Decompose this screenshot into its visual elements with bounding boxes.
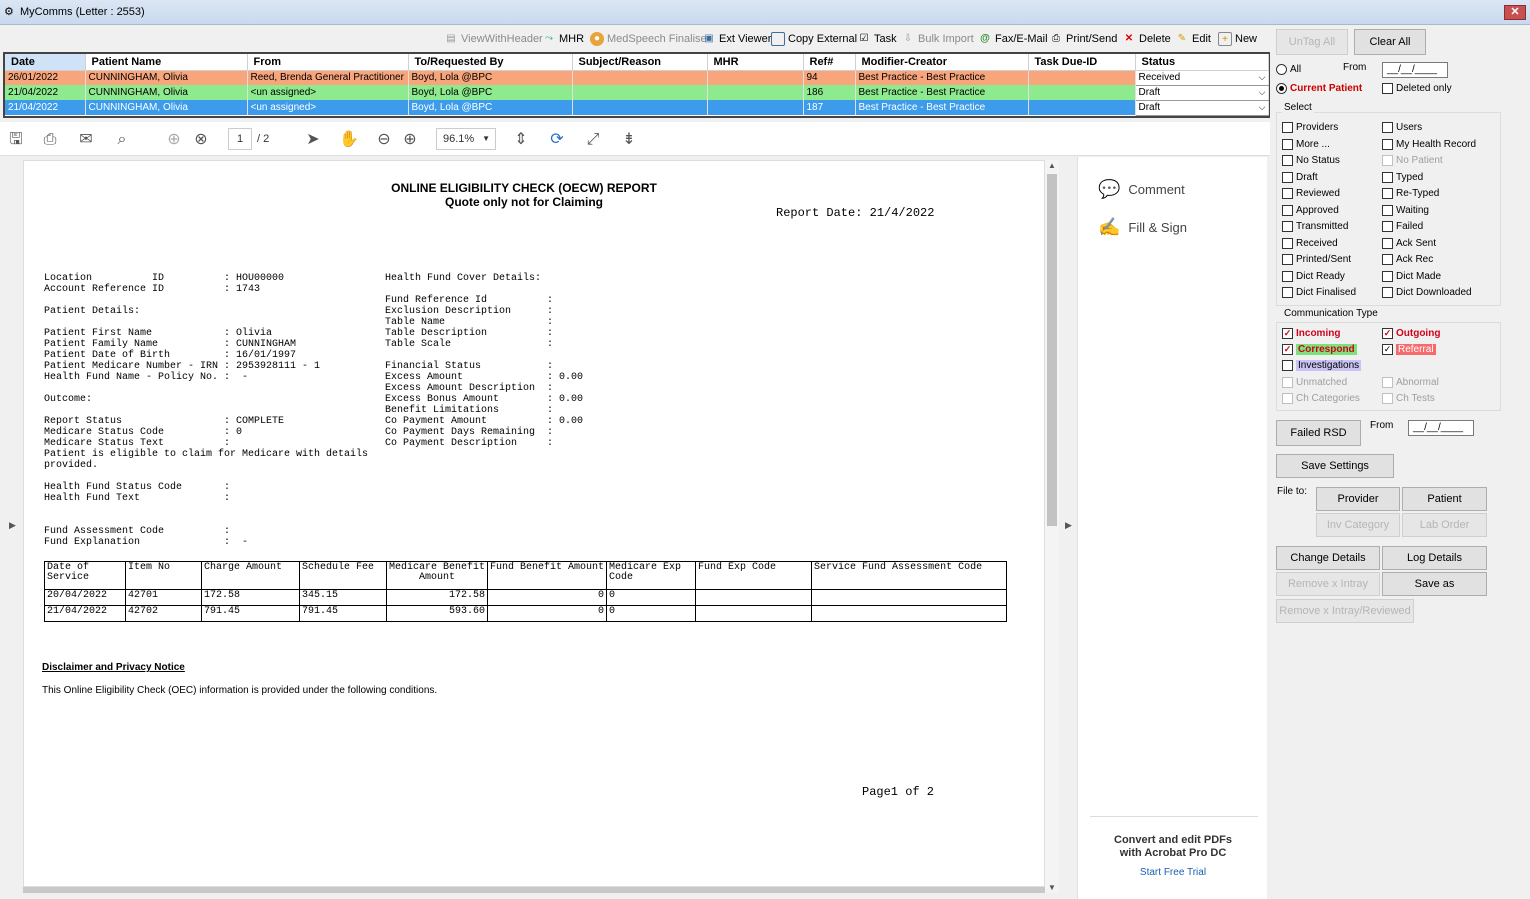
close-button[interactable]: ✕ <box>1504 5 1526 20</box>
cell: 172.58 <box>202 590 300 606</box>
cell-task <box>1028 70 1135 85</box>
checkbox-box <box>1282 139 1293 150</box>
checkbox-label: No Status <box>1296 155 1340 166</box>
cell-modifier: Best Practice - Best Practice <box>855 100 1028 115</box>
ch-categories-checkbox[interactable]: Ch Categories <box>1282 393 1360 404</box>
col-task-due-id[interactable]: Task Due-ID <box>1028 54 1135 70</box>
checkbox-label: Dict Made <box>1396 270 1442 282</box>
select-left-checkbox[interactable] <box>1282 221 1348 232</box>
report-title-line1: ONLINE ELIGIBILITY CHECK (OECW) REPORT <box>391 181 657 195</box>
checkbox-box <box>1382 122 1393 133</box>
select-left-checkbox[interactable] <box>1282 287 1356 298</box>
select-right-checkbox[interactable] <box>1382 238 1436 249</box>
checkbox-box <box>1382 271 1393 282</box>
select-left-checkbox[interactable] <box>1282 188 1340 199</box>
checkbox-label: Providers <box>1296 122 1339 133</box>
status-dropdown[interactable] <box>1135 100 1268 115</box>
checkbox-box <box>1382 221 1393 232</box>
cell-patient: CUNNINGHAM, Olivia <box>85 100 247 115</box>
status-dropdown[interactable] <box>1135 70 1268 85</box>
save-settings-button[interactable]: Save Settings <box>1276 454 1394 478</box>
checkbox-box <box>1382 205 1393 216</box>
bulk-import-button[interactable]: ⇩ Bulk Import <box>901 30 974 48</box>
incoming-checkbox[interactable]: ✓ Incoming <box>1283 328 1341 339</box>
abnormal-checkbox[interactable]: Abnormal <box>1382 377 1439 388</box>
investigations-checkbox[interactable]: Investigations <box>1282 360 1361 371</box>
pdf-toolbar <box>0 122 1270 156</box>
grid-header-row <box>5 54 1268 70</box>
title-bar <box>0 0 1530 25</box>
select-right-checkbox[interactable] <box>1382 271 1441 282</box>
cell-patient: CUNNINGHAM, Olivia <box>85 70 247 85</box>
select-right-checkbox[interactable] <box>1382 254 1433 265</box>
page-footer: Page1 of 2 <box>862 785 935 799</box>
select-left-checkbox[interactable] <box>1282 139 1330 150</box>
ch-tests-checkbox[interactable]: Ch Tests <box>1382 393 1435 404</box>
checkbox-label: Ack Rec <box>1396 254 1434 265</box>
cell <box>812 590 1007 606</box>
select-left-checkbox[interactable] <box>1282 238 1338 249</box>
select-right-checkbox[interactable] <box>1382 205 1429 216</box>
cell-mhr <box>707 100 803 115</box>
cell-from: <un assigned> <box>247 85 408 100</box>
col-status[interactable]: Status <box>1135 54 1268 70</box>
disclaimer-title: Disclaimer and Privacy Notice <box>42 662 185 673</box>
checkbox-label: Reviewed <box>1296 188 1340 199</box>
checkbox-label: Re-Typed <box>1396 188 1440 199</box>
th-service-fund-assessment: Service Fund Assessment Code <box>812 562 1007 590</box>
filter-panel <box>1270 26 1530 899</box>
page-up-icon[interactable]: ⊕ <box>167 131 181 148</box>
table-row-selected[interactable] <box>5 100 1268 115</box>
comm-type-label: Communication Type <box>1284 308 1378 319</box>
checkbox-box <box>1282 188 1293 199</box>
cell-task <box>1028 85 1135 100</box>
cell-to: Boyd, Lola @BPC <box>408 100 572 115</box>
from-date-input[interactable]: __/__/____ <box>1382 62 1448 78</box>
services-header-row <box>45 562 1007 590</box>
checkbox-box <box>1282 172 1293 183</box>
edit-button[interactable]: ✎ Edit <box>1175 30 1211 48</box>
delete-button[interactable]: ✕ Delete <box>1122 30 1171 48</box>
radio-current-patient[interactable]: Current Patient <box>1276 83 1362 94</box>
scroll-down-icon[interactable]: ▼ <box>1048 883 1056 892</box>
checkbox-box <box>1382 172 1393 183</box>
failed-rsd-button[interactable]: Failed RSD <box>1276 420 1361 446</box>
task-button[interactable]: ☑ Task <box>857 30 897 48</box>
select-right-checkbox[interactable] <box>1382 122 1422 133</box>
right-pane-toggle-icon[interactable]: ▶ <box>1065 520 1072 530</box>
clear-all-button[interactable]: Clear All <box>1354 29 1426 55</box>
cell: 0 <box>607 590 696 606</box>
checkbox-label: Transmitted <box>1296 221 1349 232</box>
cell: 172.58 <box>387 590 488 606</box>
th-fund-exp-code: Fund Exp Code <box>696 562 812 590</box>
scroll-up-icon[interactable]: ▲ <box>1048 161 1056 170</box>
status-value: Received <box>1138 72 1181 83</box>
select-cursor-icon[interactable]: ➤ <box>306 131 320 148</box>
promo-line1: Convert and edit PDFs <box>1114 834 1232 846</box>
fit-page-icon[interactable]: ⇕ <box>514 131 528 148</box>
col-from[interactable]: From <box>247 54 408 70</box>
horizontal-scrollbar[interactable] <box>23 887 1045 893</box>
cell: 42701 <box>126 590 202 606</box>
checkbox-label: Dict Finalised <box>1296 287 1357 298</box>
report-fund-details: Health Fund Cover Details: Fund Reference Id : Exclusion Description : Table Name : Table Description : Table Scale : Financial Status : Excess Amount : 0.00 Excess Amount Description : Excess Bonus Amount : 0.00 Benefit Limitations : Co Payment Amount : 0.00 Co Payment Days Remaining : Co Payment Description : <box>385 273 584 449</box>
table-row[interactable] <box>5 85 1268 100</box>
zoom-value: 96.1% <box>443 133 475 145</box>
bulk-import-icon: ⇩ <box>903 33 913 44</box>
checkbox-box <box>1282 205 1293 216</box>
chevron-down-icon: ⌵ <box>1258 101 1266 112</box>
file-to-provider-button[interactable]: Provider <box>1316 487 1400 511</box>
unmatched-checkbox[interactable]: Unmatched <box>1282 377 1347 388</box>
checkbox-box <box>1382 155 1393 166</box>
remove-intray-reviewed-button[interactable]: Remove x Intray/Reviewed <box>1276 599 1414 623</box>
table-row[interactable] <box>5 70 1268 85</box>
th-charge-amount: Charge Amount <box>202 562 300 590</box>
select-right-checkbox[interactable] <box>1382 188 1439 199</box>
zoom-select[interactable] <box>436 128 496 150</box>
checkbox-box <box>1382 238 1393 249</box>
zoom-in-icon[interactable]: ⊕ <box>403 131 417 148</box>
cell-subject <box>572 85 707 100</box>
print-icon[interactable]: ⎙ <box>43 131 57 148</box>
checkbox-label: Printed/Sent <box>1296 254 1352 265</box>
communications-grid <box>3 52 1270 118</box>
app-icon: ⚙ <box>4 6 14 18</box>
cell: 0 <box>488 606 607 622</box>
ext-viewer-button[interactable]: ▣ Ext Viewer <box>702 30 771 48</box>
view-with-header-button[interactable]: ▤ ViewWithHeader <box>444 30 543 48</box>
th-fund-benefit: Fund Benefit Amount <box>488 562 607 590</box>
pencil-icon: ✎ <box>1177 33 1187 44</box>
cell: 791.45 <box>202 606 300 622</box>
cell: 0 <box>488 590 607 606</box>
select-right-checkbox[interactable] <box>1382 287 1472 298</box>
medspeech-finalise-button[interactable]: ● MedSpeech Finalise <box>590 30 707 48</box>
task-icon: ☑ <box>859 33 869 44</box>
status-value: Draft <box>1138 102 1161 113</box>
select-group-label: Select <box>1284 102 1312 113</box>
mhr-icon: ⤳ <box>545 33 553 44</box>
search-icon[interactable]: ⌕ <box>117 131 127 148</box>
pdf-page <box>23 160 1045 887</box>
cell-patient: CUNNINGHAM, Olivia <box>85 85 247 100</box>
top-toolbar <box>0 26 1270 50</box>
chevron-down-icon: ⌵ <box>1258 71 1266 82</box>
correspond-checkbox[interactable]: ✓ Correspond <box>1283 344 1355 355</box>
acrobat-tools-panel <box>1077 157 1267 899</box>
new-document-icon: + <box>1218 32 1232 46</box>
copy-icon <box>771 32 785 46</box>
cell: 42702 <box>126 606 202 622</box>
outgoing-checkbox[interactable]: ✓ Outgoing <box>1383 328 1441 339</box>
fax-email-button[interactable]: @ Fax/E-Mail <box>978 30 1048 48</box>
checkbox-label: Users <box>1396 122 1423 133</box>
log-details-button[interactable]: Log Details <box>1382 546 1487 570</box>
radio-all[interactable]: All <box>1276 64 1301 75</box>
checkbox-box <box>1282 155 1293 166</box>
comment-icon: 💬 <box>1098 179 1121 199</box>
fill-sign-tool[interactable]: ✍ Fill & Sign <box>1098 217 1187 237</box>
mhr-button[interactable]: ⤳ MHR <box>542 30 584 48</box>
select-left-checkbox[interactable] <box>1282 254 1351 265</box>
cell-from: Reed, Brenda General Practitioner <box>247 70 408 85</box>
select-right-checkbox[interactable] <box>1382 139 1476 150</box>
cell-date: 21/04/2022 <box>5 85 85 100</box>
acrobat-promo <box>1078 834 1268 860</box>
th-date-of-service: Date of Service <box>45 562 126 590</box>
cell-subject <box>572 100 707 115</box>
new-button[interactable]: + New <box>1218 30 1257 48</box>
read-mode-icon[interactable]: ⇟ <box>622 131 636 148</box>
divider <box>1090 816 1258 817</box>
referral-checkbox[interactable]: ✓ Referral <box>1383 344 1434 355</box>
status-dropdown[interactable] <box>1135 85 1268 100</box>
cell: 345.15 <box>300 590 387 606</box>
cell-to: Boyd, Lola @BPC <box>408 85 572 100</box>
cell-subject <box>572 70 707 85</box>
comment-tool[interactable]: 💬 Comment <box>1098 179 1185 199</box>
zoom-out-icon[interactable]: ⊖ <box>377 131 391 148</box>
cell-ref: 186 <box>803 85 855 100</box>
inv-category-button[interactable]: Inv Category <box>1316 513 1400 537</box>
cell-modifier: Best Practice - Best Practice <box>855 70 1028 85</box>
select-left-checkbox[interactable] <box>1282 205 1339 216</box>
cell: 0 <box>607 606 696 622</box>
rsd-from-date-input[interactable]: __/__/____ <box>1408 420 1474 436</box>
col-patient-name[interactable]: Patient Name <box>85 54 247 70</box>
chevron-down-icon: ⌵ <box>1258 86 1266 97</box>
ext-viewer-icon: ▣ <box>704 33 714 44</box>
checkbox-box <box>1382 188 1393 199</box>
table-row <box>45 606 1007 622</box>
rsd-from-label: From <box>1370 420 1394 431</box>
email-icon[interactable]: ✉ <box>79 131 93 148</box>
cell-ref: 94 <box>803 70 855 85</box>
cell-mhr <box>707 70 803 85</box>
cell: 791.45 <box>300 606 387 622</box>
select-left-checkbox[interactable] <box>1282 271 1345 282</box>
report-left-details: Location ID : HOU00000 Account Reference ID : 1743 Patient Details: Patient First Name : Olivia Patient Family Name : CUNNINGHAM Patient Date of Birth : 16/01/1997 Patient Medicare Number - IRN : 2953928111 - 1 Health Fund Name - Policy No. : - Outcome: Report Status : COMPLETE Medicare Status Code : 0 Medicare Status Text : Patient is eligible to claim for Medicare with details provided. Health Fund Status Code : Health Fund Text : Fund Assessment Code : Fund Explanation : - <box>44 273 369 548</box>
col-ref[interactable]: Ref# <box>803 54 855 70</box>
cell-to: Boyd, Lola @BPC <box>408 70 572 85</box>
save-as-button[interactable]: Save as <box>1382 572 1487 596</box>
at-icon: @ <box>980 33 990 44</box>
th-schedule-fee: Schedule Fee <box>300 562 387 590</box>
file-to-label: File to: <box>1277 486 1308 497</box>
col-subject-reason[interactable]: Subject/Reason <box>572 54 707 70</box>
cell: 20/04/2022 <box>45 590 126 606</box>
fullscreen-icon[interactable]: ⤢ <box>586 131 600 148</box>
status-value: Draft <box>1138 87 1161 98</box>
scrollbar-thumb[interactable] <box>1047 174 1057 526</box>
start-free-trial-link[interactable]: Start Free Trial <box>1139 867 1207 878</box>
col-to-requested-by[interactable]: To/Requested By <box>408 54 572 70</box>
remove-intray-button[interactable]: Remove x Intray <box>1276 572 1380 596</box>
change-details-button[interactable]: Change Details <box>1276 546 1380 570</box>
delete-x-icon: ✕ <box>1124 33 1134 44</box>
deleted-only-checkbox[interactable]: Deleted only <box>1382 83 1452 94</box>
cell-modifier: Best Practice - Best Practice <box>855 85 1028 100</box>
file-to-patient-button[interactable]: Patient <box>1402 487 1487 511</box>
hand-tool-icon[interactable]: ✋ <box>339 131 359 148</box>
save-icon[interactable]: 🖫 <box>9 131 23 148</box>
cell-date: 21/04/2022 <box>5 100 85 115</box>
select-left-checkbox[interactable] <box>1282 172 1318 183</box>
checkbox-label: Typed <box>1396 171 1424 183</box>
caret-down-icon: ▼ <box>482 134 490 143</box>
checkbox-box <box>1282 287 1293 298</box>
cell <box>696 590 812 606</box>
checkbox-label: More ... <box>1296 138 1330 150</box>
copy-external-button[interactable]: Copy External <box>771 30 857 48</box>
checkbox-label: Draft <box>1296 171 1318 183</box>
report-date: Report Date: 21/4/2022 <box>776 206 935 220</box>
th-medicare-benefit: Medicare Benefit Amount <box>387 562 488 590</box>
report-title-line2: Quote only not for Claiming <box>445 195 603 209</box>
cell-date: 26/01/2022 <box>5 70 85 85</box>
rotate-icon[interactable]: ⟳ <box>550 131 564 148</box>
cell: 21/04/2022 <box>45 606 126 622</box>
from-label: From <box>1343 62 1367 73</box>
printer-icon: ⎙ <box>1052 33 1060 44</box>
fill-sign-icon: ✍ <box>1098 217 1121 237</box>
cell <box>812 606 1007 622</box>
th-item-no: Item No <box>126 562 202 590</box>
report-title <box>24 181 1024 209</box>
checkbox-box <box>1282 254 1293 265</box>
untag-all-button[interactable]: UnTag All <box>1276 29 1348 55</box>
disclaimer-text: This Online Eligibility Check (OEC) information is provided under the following conditions. <box>42 685 438 696</box>
select-right-checkbox[interactable] <box>1382 221 1423 232</box>
page-down-icon[interactable]: ⊗ <box>194 131 208 148</box>
view-header-icon: ▤ <box>446 33 456 44</box>
cell-from: <un assigned> <box>247 100 408 115</box>
print-send-button[interactable]: ⎙ Print/Send <box>1049 30 1117 48</box>
services-table <box>44 561 1007 622</box>
checkbox-box <box>1282 271 1293 282</box>
cell: 593.60 <box>387 606 488 622</box>
checkbox-label: Ack Sent <box>1396 237 1437 249</box>
col-modifier-creator[interactable]: Modifier-Creator <box>855 54 1028 70</box>
lab-order-button[interactable]: Lab Order <box>1402 513 1487 537</box>
checkbox-label: Dict Ready <box>1296 270 1345 282</box>
col-date[interactable]: Date <box>5 54 85 70</box>
th-medicare-exp-code: Medicare Exp Code <box>607 562 696 590</box>
cell-task <box>1028 100 1135 115</box>
promo-line2: with Acrobat Pro DC <box>1119 847 1227 859</box>
cell-ref: 187 <box>803 100 855 115</box>
checkbox-box <box>1282 221 1293 232</box>
window-title: MyComms (Letter : 2553) <box>20 6 145 18</box>
left-pane-toggle-icon[interactable]: ▶ <box>9 520 16 530</box>
select-left-checkbox[interactable] <box>1282 155 1340 166</box>
cell <box>696 606 812 622</box>
checkbox-label: Approved <box>1296 204 1339 216</box>
medspeech-icon: ● <box>590 32 604 46</box>
checkbox-label: My Health Record <box>1396 138 1477 150</box>
checkbox-label: Failed <box>1396 221 1424 232</box>
select-left-checkbox[interactable] <box>1282 122 1338 133</box>
checkbox-label: Dict Downloaded <box>1396 287 1472 298</box>
page-total: / 2 <box>257 133 270 145</box>
table-row <box>45 590 1007 606</box>
checkbox-label: Received <box>1296 237 1338 249</box>
checkbox-box <box>1382 287 1393 298</box>
checkbox-label: No Patient <box>1396 155 1443 166</box>
select-right-checkbox[interactable] <box>1382 155 1443 166</box>
page-number-input[interactable]: 1 <box>228 128 252 150</box>
col-mhr[interactable]: MHR <box>707 54 803 70</box>
select-right-checkbox[interactable] <box>1382 172 1423 183</box>
checkbox-label: Waiting <box>1396 204 1429 216</box>
checkbox-box <box>1382 254 1393 265</box>
checkbox-box <box>1282 122 1293 133</box>
checkbox-box <box>1382 139 1393 150</box>
cell-mhr <box>707 85 803 100</box>
checkbox-box <box>1282 238 1293 249</box>
